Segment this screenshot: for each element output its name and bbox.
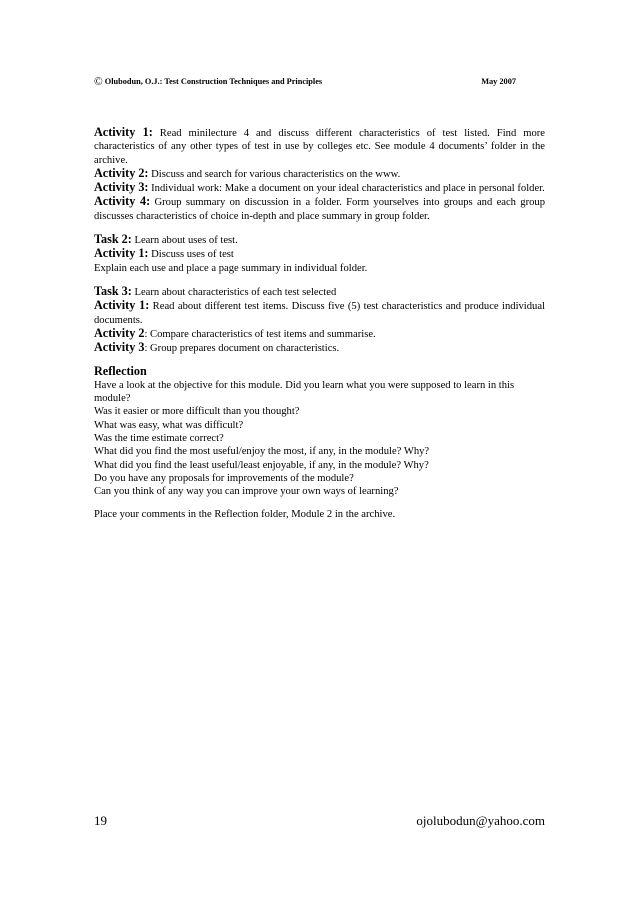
- task1-activity-3: [94, 181, 545, 195]
- activity-label: Activity 2: [94, 325, 145, 340]
- header-author-title: Olubodun, O.J.: Test Construction Techniques and Principles: [104, 77, 323, 86]
- spacer: [94, 355, 545, 365]
- reflection-line: What was easy, what was difficult?: [94, 419, 244, 431]
- task1-activity-4: [94, 195, 545, 223]
- task-label: Task 2:: [94, 232, 132, 247]
- activity-text: Read about different test items. Discuss five (5) test characteristics and produce individual documents.: [94, 301, 545, 326]
- activity-label: Activity 1:: [94, 246, 149, 261]
- activity-label: Activity 1:: [94, 125, 153, 139]
- reflection-line: What did you find the most useful/enjoy the most, if any, in the module? Why?: [94, 446, 430, 458]
- activity-label: Activity 1:: [94, 298, 150, 313]
- task-text: Learn about uses of test.: [131, 235, 238, 247]
- task3-activity-3: [94, 341, 545, 355]
- activity-text: Group summary on discussion in a folder. Form yourselves into groups and each group discusses characteristics of choice in-depth and place summary in group folder.: [94, 197, 545, 222]
- activity-text: Individual work: Make a document on your ideal characteristics and place in personal folder.: [148, 183, 545, 195]
- task1-activity-1: [94, 126, 545, 167]
- activity-text: Discuss and search for various characteristics on the www.: [148, 168, 401, 180]
- activity-text: : Group prepares document on characteristics.: [144, 343, 340, 355]
- task-text: Learn about characteristics of each test selected: [131, 286, 337, 298]
- reflection-line: Can you think of any way you can improve your own ways of learning?: [94, 486, 399, 498]
- reflection-line: Was the time estimate correct?: [94, 432, 224, 444]
- spacer: [94, 275, 545, 285]
- activity-label: Activity 3:: [94, 180, 149, 195]
- reflection-line: Was it easier or more difficult than you thought?: [94, 406, 300, 418]
- activity-label: Activity 2:: [94, 165, 149, 180]
- footer-email: ojolubodun@yahoo.com: [416, 813, 545, 828]
- task3-heading: [94, 285, 545, 299]
- task2-note: Explain each use and place a page summary in individual folder.: [94, 262, 368, 274]
- copyright-symbol: ©: [94, 76, 103, 88]
- task2-heading: [94, 233, 545, 247]
- activity-text: Read minilecture 4 and discuss different characteristics of test listed. Find more characteristics of any other types of test in use by colleges etc. See module 4 documents’ folder in the archive.: [94, 128, 545, 166]
- task3-activity-1: [94, 299, 545, 327]
- reflection-line: Do you have any proposals for improvements of the module?: [94, 472, 354, 484]
- task-label: Task 3:: [94, 283, 132, 298]
- spacer: [94, 223, 545, 233]
- reflection-title: Reflection: [94, 364, 147, 379]
- document-body: [94, 126, 545, 522]
- activity-label: Activity 3: [94, 340, 145, 355]
- page-number: 19: [94, 813, 107, 828]
- header-copyright: [94, 76, 322, 88]
- activity-text: Discuss uses of test: [148, 249, 234, 261]
- activity-text: : Compare characteristics of test items and summarise.: [144, 328, 376, 340]
- reflection-closing: Place your comments in the Reflection folder, Module 2 in the archive.: [94, 509, 396, 521]
- header-date: May 2007: [481, 77, 516, 86]
- activity-label: Activity 4:: [94, 194, 151, 209]
- spacer: [94, 498, 545, 508]
- reflection-line: Have a look at the objective for this module. Did you learn what you were supposed to learn in this module?: [94, 379, 515, 405]
- task1-activity-2: [94, 167, 545, 181]
- task2-activity-1: [94, 247, 545, 261]
- task3-activity-2: [94, 327, 545, 341]
- reflection-line: What did you find the least useful/least enjoyable, if any, in the module? Why?: [94, 459, 429, 471]
